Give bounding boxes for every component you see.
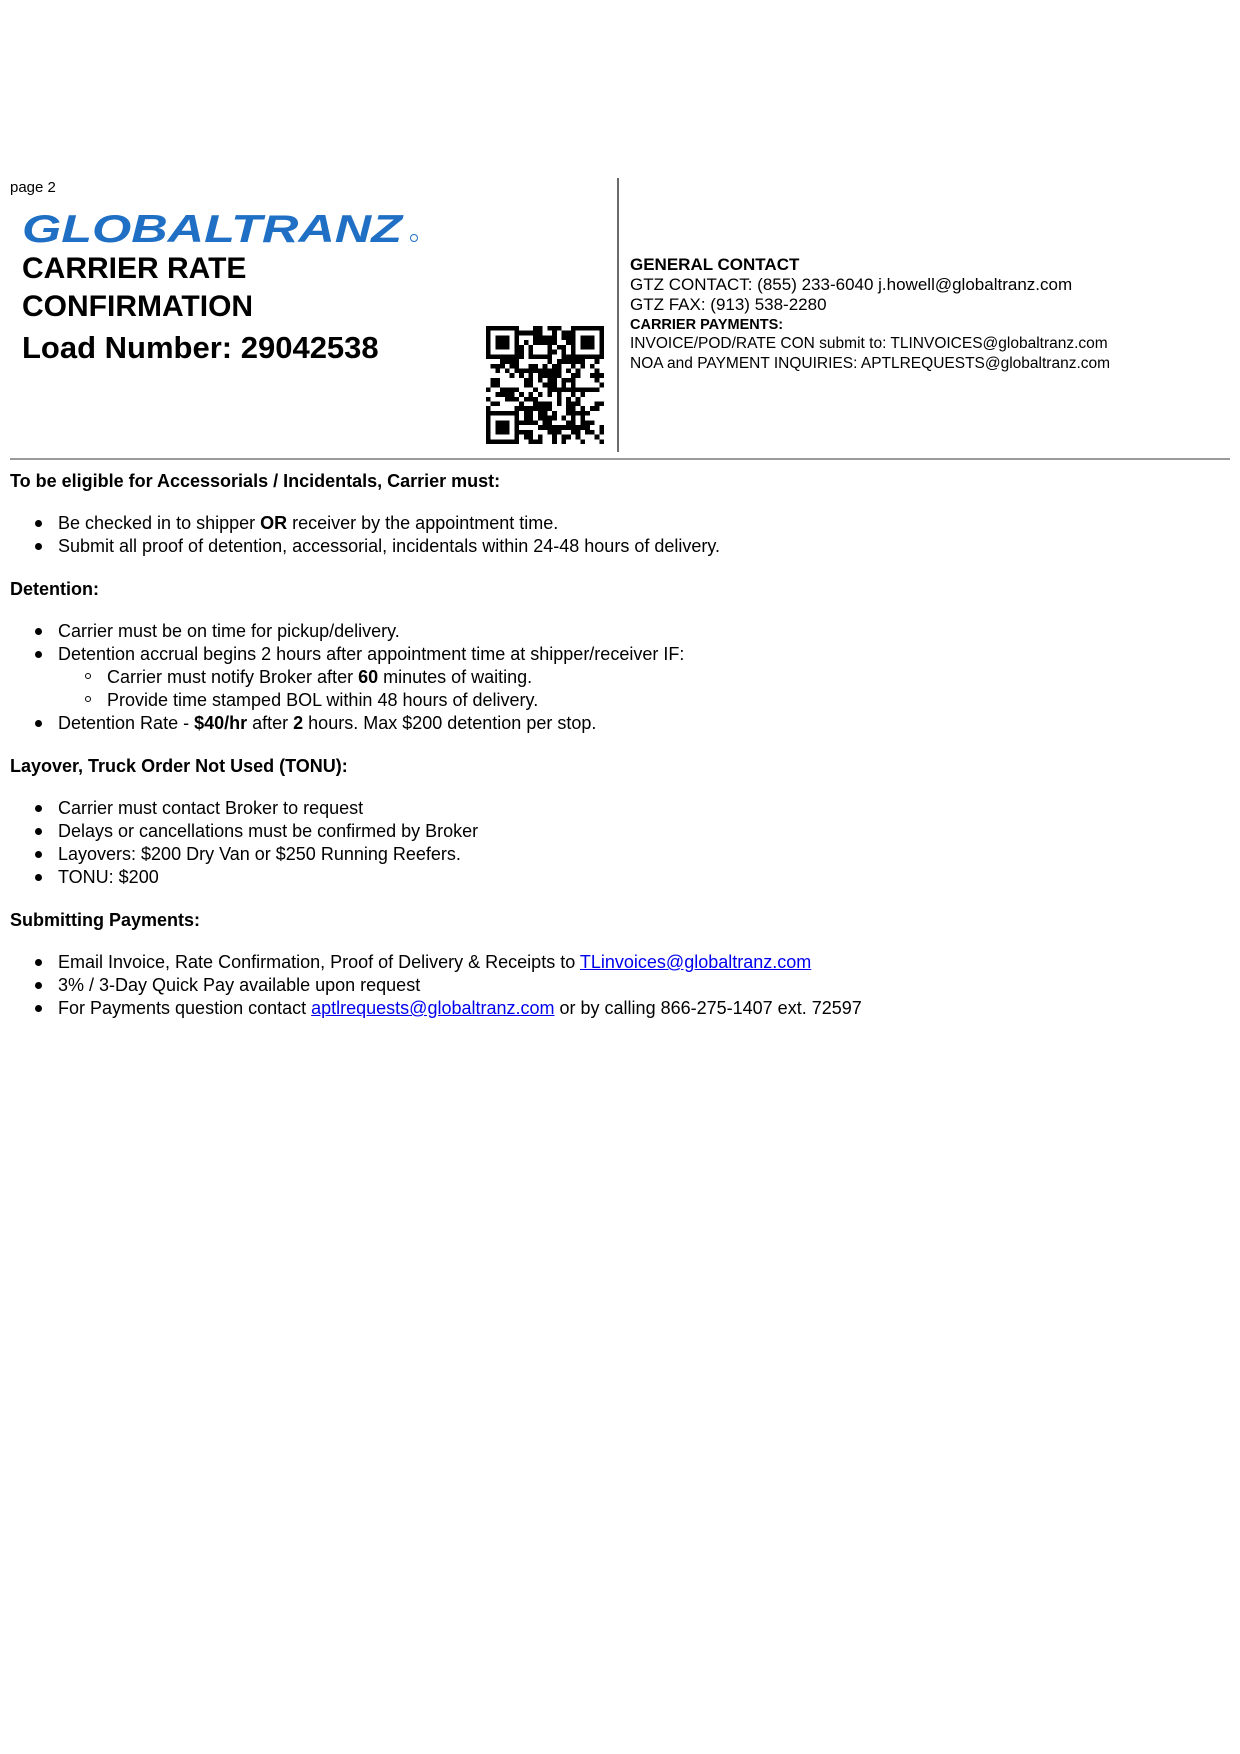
list-item: Be checked in to shipper OR receiver by the appointment time.	[58, 512, 1220, 535]
globaltranz-logo	[22, 210, 422, 246]
aptlrequests-email-link[interactable]: aptlrequests@globaltranz.com	[311, 998, 555, 1018]
page-number-label: page 2	[10, 179, 56, 196]
list-item: 3% / 3-Day Quick Pay available upon request	[58, 974, 1220, 997]
list-item: TONU: $200	[58, 866, 1220, 889]
list-item: Email Invoice, Rate Confirmation, Proof of Delivery & Receipts to TLinvoices@globaltranz.com	[58, 951, 1220, 974]
title-line-2: CONFIRMATION	[22, 290, 254, 323]
detention-sublist	[58, 666, 1220, 712]
list-item: For Payments question contact aptlrequests@globaltranz.com or by calling 866-275-1407 ext. 72597	[58, 997, 1220, 1020]
list-item: Carrier must contact Broker to request	[58, 797, 1220, 820]
list-item: Submit all proof of detention, accessorial, incidentals within 24-48 hours of delivery.	[58, 535, 1220, 558]
general-contact-block	[630, 255, 1230, 374]
general-contact-heading: GENERAL CONTACT	[630, 255, 800, 274]
accessorials-heading: To be eligible for Accessorials / Incidentals, Carrier must:	[10, 471, 501, 491]
list-item: Delays or cancellations must be confirmed by Broker	[58, 820, 1220, 843]
qr-code-icon	[486, 326, 604, 444]
layover-heading: Layover, Truck Order Not Used (TONU):	[10, 756, 348, 776]
list-item: Detention Rate - $40/hr after 2 hours. Max $200 detention per stop.	[58, 712, 1220, 735]
noa-inquiries-line: NOA and PAYMENT INQUIRIES: APTLREQUESTS@globaltranz.com	[630, 355, 1111, 372]
header-vertical-divider	[617, 178, 619, 452]
accessorials-list	[10, 512, 1220, 558]
document-title	[22, 250, 253, 326]
gtz-contact-line: GTZ CONTACT: (855) 233-6040 j.howell@globaltranz.com	[630, 275, 1073, 294]
payments-heading: Submitting Payments:	[10, 910, 201, 930]
detention-heading: Detention:	[10, 579, 99, 599]
list-item: Detention accrual begins 2 hours after appointment time at shipper/receiver IF: Carrier must notify Broker after 60 minutes of waiting. Provide time stamped BOL within 48 hours of delivery.	[58, 643, 1220, 712]
logo-text: GLOBALTRANZ	[22, 210, 405, 246]
title-line-1: CARRIER RATE	[22, 252, 247, 285]
sub-list-item: Carrier must notify Broker after 60 minutes of waiting.	[107, 666, 1220, 689]
layover-list	[10, 797, 1220, 889]
load-number: Load Number: 29042538	[22, 330, 379, 365]
header-horizontal-divider	[10, 458, 1230, 460]
terms-body	[10, 470, 1220, 1040]
invoice-submit-line: INVOICE/POD/RATE CON submit to: TLINVOICES@globaltranz.com	[630, 335, 1108, 352]
detention-list	[10, 620, 1220, 735]
gtz-fax-line: GTZ FAX: (913) 538-2280	[630, 295, 827, 314]
sub-list-item: Provide time stamped BOL within 48 hours of delivery.	[107, 689, 1220, 712]
list-item: Layovers: $200 Dry Van or $250 Running Reefers.	[58, 843, 1220, 866]
carrier-payments-heading: CARRIER PAYMENTS:	[630, 317, 784, 333]
list-item: Carrier must be on time for pickup/delivery.	[58, 620, 1220, 643]
payments-list	[10, 951, 1220, 1020]
tlinvoices-email-link[interactable]: TLinvoices@globaltranz.com	[579, 952, 812, 972]
